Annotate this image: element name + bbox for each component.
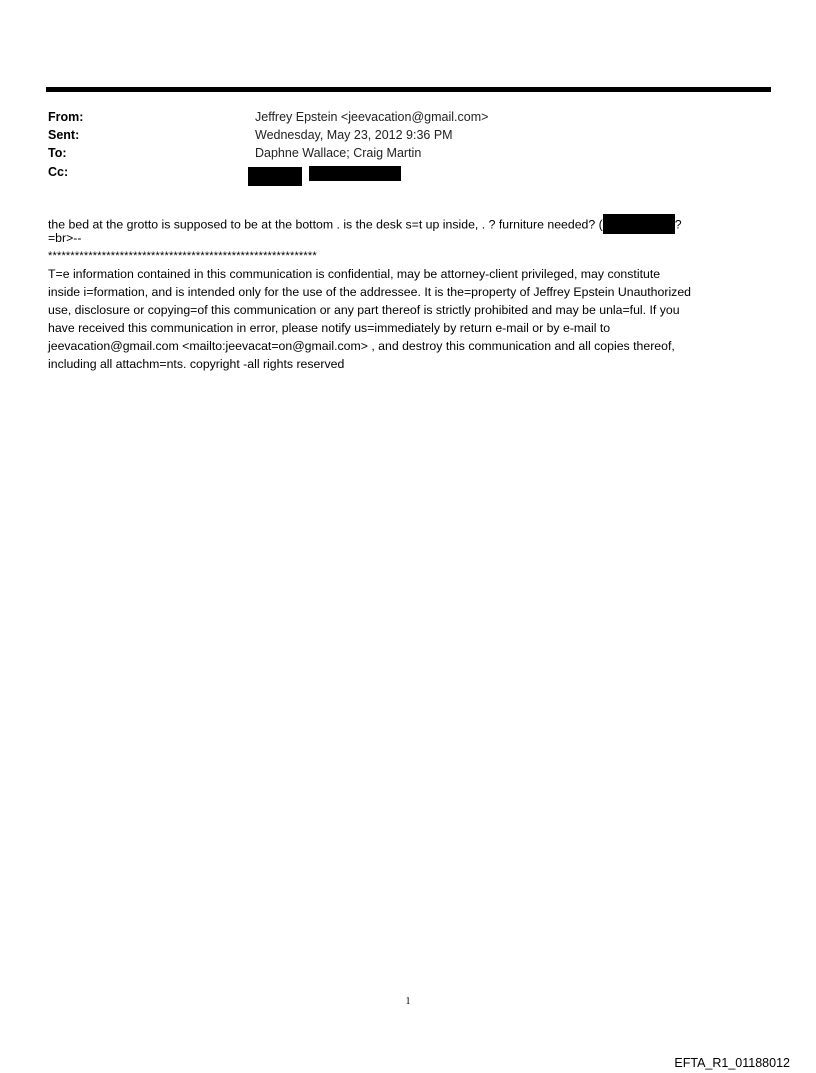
sent-value: Wednesday, May 23, 2012 9:36 PM [255, 128, 453, 142]
disclaimer-line: jeevacation@gmail.com <mailto:jeevacat=on@gmail.com> , and destroy this communication and all copies thereof, [48, 338, 675, 353]
separator-stars: ************************************************************ [48, 250, 317, 263]
disclaimer-line: have received this communication in error, please notify us=immediately by return e-mail or by e-mail to [48, 320, 611, 335]
cc-value [255, 159, 401, 186]
body-line [48, 216, 770, 234]
document-id: EFTA_R1_01188012 [674, 1056, 790, 1070]
redaction-box [603, 214, 675, 234]
sent-label: Sent: [48, 128, 80, 142]
cc-label: Cc: [48, 165, 69, 179]
header-rule [46, 87, 771, 92]
redaction-box [309, 166, 401, 181]
body-line-2: =br>-- [48, 231, 82, 246]
page-number: 1 [405, 996, 411, 1007]
to-value: Daphne Wallace; Craig Martin [255, 146, 422, 160]
from-row [48, 108, 768, 126]
redaction-box [248, 167, 302, 186]
disclaimer-line: including all attachm=nts. copyright -all rights reserved [48, 356, 345, 371]
disclaimer-line: inside i=formation, and is intended only for the use of the addressee. It is the=property of Jeffrey Epstein Unauthorized [48, 284, 692, 299]
disclaimer-line: use, disclosure or copying=of this communication or any part thereof is strictly prohibited and may be unla=ful. If you [48, 302, 680, 317]
from-value: Jeffrey Epstein <jeevacation@gmail.com> [255, 110, 489, 124]
sent-row [48, 126, 768, 144]
to-row [48, 144, 768, 162]
body-line-1-end: ? [674, 217, 682, 232]
email-header [48, 108, 768, 182]
email-body [48, 216, 770, 373]
from-label: From: [48, 110, 84, 124]
body-line-1: the bed at the grotto is supposed to be at the bottom . is the desk s=t up inside, . ? furniture needed? ( [48, 217, 603, 232]
to-label: To: [48, 146, 67, 160]
disclaimer-line: T=e information contained in this communication is confidential, may be attorney-client privileged, may constitute [48, 266, 661, 281]
cc-row [48, 162, 768, 182]
